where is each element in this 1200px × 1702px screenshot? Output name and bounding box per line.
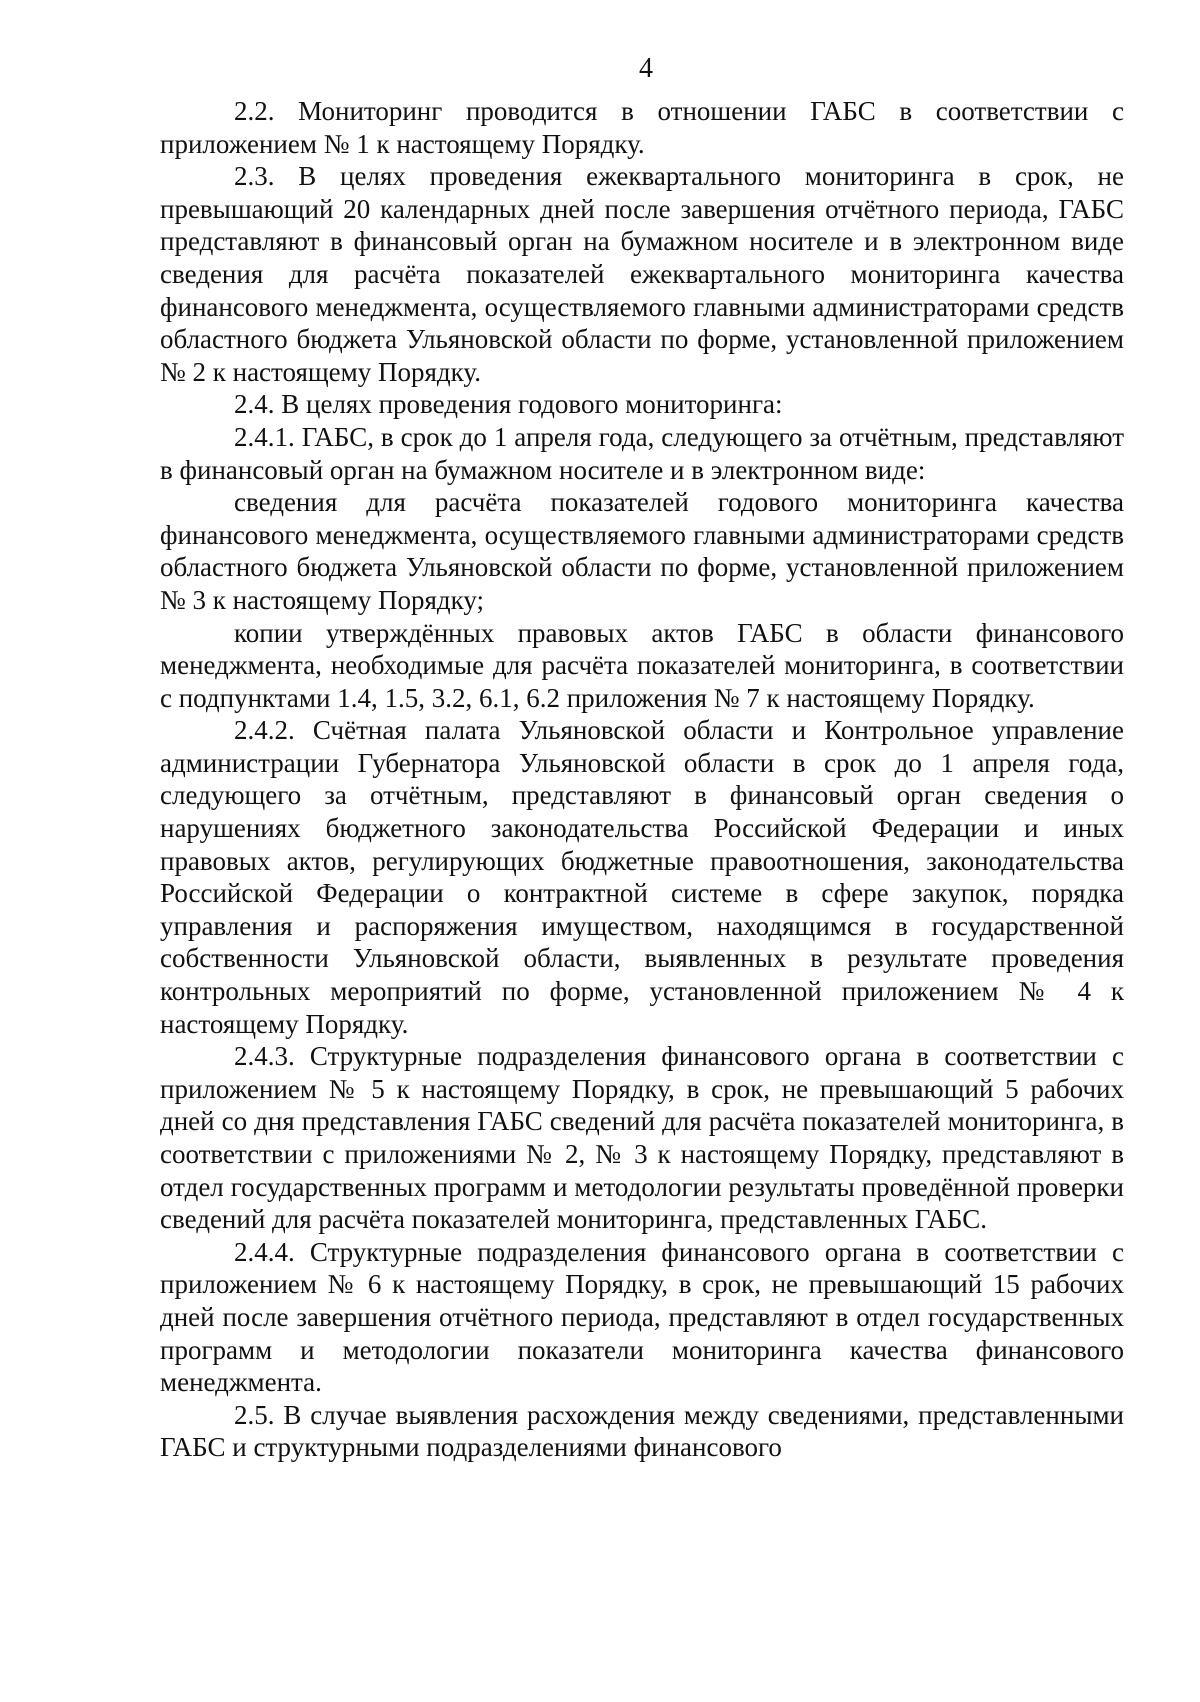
page-number: 4 [639,53,653,84]
paragraph-2-4-1-item-2: копии утверждённых правовых актов ГАБС в области финансового менеджмента, необходимые для расчёта показателей мониторинга, в соответствии с подпунктами 1.4, 1.5, 3.2, 6.1, 6.2 приложения № 7 к настоящему Порядку. [160,617,1124,713]
paragraph-2-4: 2.4. В целях проведения годового мониторинга: [234,389,783,420]
paragraph-2-2: 2.2. Мониторинг проводится в отношении ГАБС в соответствии с приложением № 1 к настоящему Порядку. [160,96,1124,159]
paragraph-2-4-1-item-1: сведения для расчёта показателей годового мониторинга качества финансового менеджмента, осуществляемого главными администраторами средств областного бюджета Ульяновской области по форме, установленной приложением № 3 к настоящему Порядку; [160,487,1124,615]
paragraph-2-4-4: 2.4.4. Структурные подразделения финансового органа в соответствии с приложением № 6 к настоящему Порядку, в срок, не превышающий 15 рабочих дней после завершения отчётного периода, представляют в отдел государственных программ и методологии показатели мониторинга качества финансового менеджмента. [160,1236,1124,1398]
document-body [160,95,1124,1464]
paragraph-2-4-1: 2.4.1. ГАБС, в срок до 1 апреля года, следующего за отчётным, представляют в финансовый орган на бумажном носителе и в электронном виде: [160,421,1124,485]
paragraph-2-3: 2.3. В целях проведения ежеквартального мониторинга в срок, не превышающий 20 календарных дней после завершения отчётного периода, ГАБС представляют в финансовый орган на бумажном носителе и в электронном виде сведения для расчёта показателей ежеквартального мониторинга качества финансового менеджмента, осуществляемого главными администраторами средств областного бюджета Ульяновской области по форме, установленной приложением № 2 к настоящему Порядку. [160,161,1124,387]
paragraph-2-5: 2.5. В случае выявления расхождения между сведениями, представленными ГАБС и структурными подразделениями финансового [160,1399,1124,1463]
paragraph-2-4-2: 2.4.2. Счётная палата Ульяновской области и Контрольное управление администрации Губернатора Ульяновской области в срок до 1 апреля года, следующего за отчётным, представляют в финансовый орган сведения о нарушениях бюджетного законодательства Российской Федерации и иных правовых актов, регулирующих бюджетные правоотношения, законодательства Российской Федерации о контрактной системе в сфере закупок, порядка управления и распоряжения имуществом, находящимся в государственной собственности Ульяновской области, выявленных в результате проведения контрольных мероприятий по форме, установленной приложением № 4 к настоящему Порядку. [160,715,1124,1039]
paragraph-2-4-3: 2.4.3. Структурные подразделения финансового органа в соответствии с приложением № 5 к настоящему Порядку, в срок, не превышающий 5 рабочих дней со дня представления ГАБС сведений для расчёта показателей мониторинга, в соответствии с приложениями № 2, № 3 к настоящему Порядку, представляют в отдел государственных программ и методологии результаты проведённой проверки сведений для расчёта показателей мониторинга, представленных ГАБС. [160,1041,1124,1235]
